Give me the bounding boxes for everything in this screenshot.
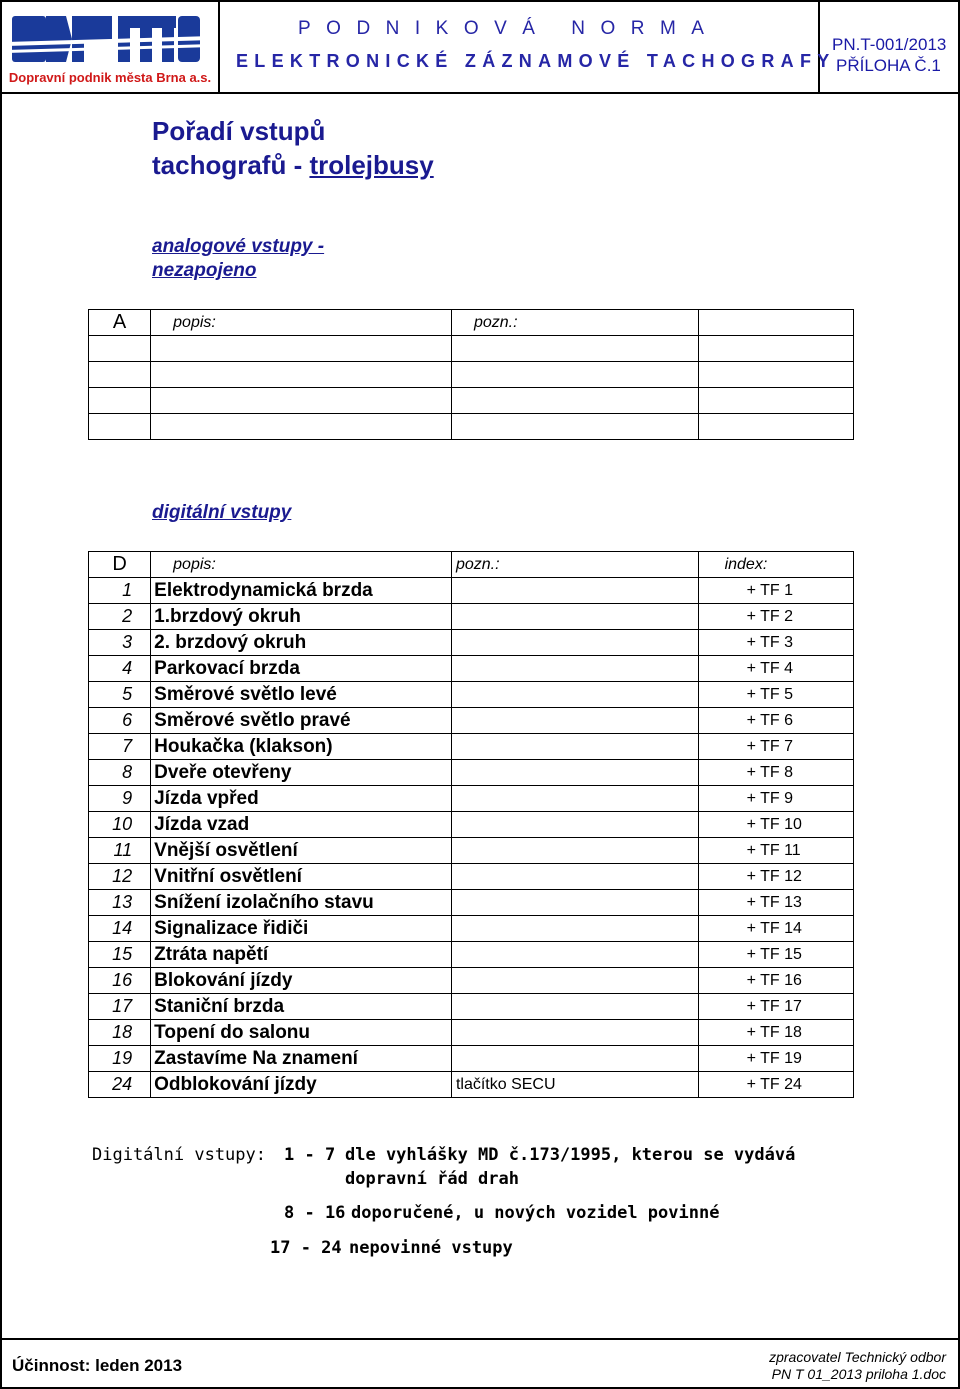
row-description: Ztráta napětí [151, 942, 452, 968]
table-row [89, 1020, 854, 1046]
analog-col-note: pozn.: [451, 310, 698, 336]
row-description: Signalizace řidiči [151, 916, 452, 942]
row-description: Blokování jízdy [151, 968, 452, 994]
logo-caption: Dopravní podnik města Brna a.s. [8, 70, 212, 85]
table-row [89, 604, 854, 630]
company-logo [2, 2, 220, 92]
row-description: Topení do salonu [151, 1020, 452, 1046]
table-row [89, 916, 854, 942]
footer-divider [2, 1338, 958, 1340]
analog-inputs-table [88, 309, 854, 440]
row-index: + TF 6 [698, 708, 853, 734]
row-index: + TF 18 [698, 1020, 853, 1046]
row-description: Snížení izolačního stavu [151, 890, 452, 916]
row-index: + TF 10 [698, 812, 853, 838]
row-number: 4 [89, 656, 151, 682]
analog-heading-line2: nezapojeno [152, 260, 257, 281]
row-number: 12 [89, 864, 151, 890]
row-note [451, 838, 698, 864]
table-row [89, 942, 854, 968]
row-number: 9 [89, 786, 151, 812]
table-row [89, 1046, 854, 1072]
notes-text-1a: dle vyhlášky MD č.173/1995, kterou se vydává [345, 1145, 796, 1165]
page-title-prefix: tachografů - [152, 150, 310, 180]
row-description: 1.brzdový okruh [151, 604, 452, 630]
row-index: + TF 7 [698, 734, 853, 760]
page-title-line1: Pořadí vstupů [152, 116, 326, 146]
table-row [89, 388, 854, 414]
table-row [89, 682, 854, 708]
row-number: 16 [89, 968, 151, 994]
row-number: 1 [89, 578, 151, 604]
row-index: + TF 19 [698, 1046, 853, 1072]
footer-effective-date: Účinnost: leden 2013 [12, 1356, 183, 1375]
row-description: Dveře otevřeny [151, 760, 452, 786]
row-note [451, 1046, 698, 1072]
row-note [451, 942, 698, 968]
row-description: Jízda vpřed [151, 786, 452, 812]
row-index: + TF 9 [698, 786, 853, 812]
row-note [451, 708, 698, 734]
row-note [451, 916, 698, 942]
page-title-line2 [152, 150, 434, 181]
footer-author: zpracovatel Technický odbor [769, 1349, 946, 1365]
table-row [89, 708, 854, 734]
row-note [451, 656, 698, 682]
row-note [451, 890, 698, 916]
table-row [89, 336, 854, 362]
row-index: + TF 16 [698, 968, 853, 994]
table-row [89, 838, 854, 864]
footer-filename: PN T 01_2013 priloha 1.doc [771, 1366, 946, 1382]
row-description: Staniční brzda [151, 994, 452, 1020]
notes-range-2: 8 - 16 [284, 1203, 346, 1223]
row-description: Směrové světlo pravé [151, 708, 452, 734]
norm-subtitle: ELEKTRONICKÉ ZÁZNAMOVÉ TACHOGRAFY [236, 51, 836, 71]
table-row [89, 890, 854, 916]
analog-col-extra [698, 310, 853, 336]
row-index: + TF 14 [698, 916, 853, 942]
analog-heading-line1: analogové vstupy - [152, 236, 325, 257]
row-note [451, 760, 698, 786]
row-note [451, 864, 698, 890]
row-number: 5 [89, 682, 151, 708]
row-number: 7 [89, 734, 151, 760]
table-row [89, 414, 854, 440]
row-number: 2 [89, 604, 151, 630]
table-row [89, 362, 854, 388]
norm-title-cell [220, 2, 836, 92]
reference-code: PN.T-001/2013 [832, 35, 947, 54]
row-number: 8 [89, 760, 151, 786]
row-number: 6 [89, 708, 151, 734]
table-row [89, 734, 854, 760]
row-note [451, 968, 698, 994]
row-number: 14 [89, 916, 151, 942]
notes-range-1: 1 - 7 [284, 1145, 336, 1165]
row-index: + TF 12 [698, 864, 853, 890]
row-index: + TF 2 [698, 604, 853, 630]
row-note [451, 604, 698, 630]
row-number: 24 [89, 1072, 151, 1098]
row-index: + TF 24 [698, 1072, 853, 1098]
row-description: Parkovací brzda [151, 656, 452, 682]
row-note [451, 630, 698, 656]
row-description: Houkačka (klakson) [151, 734, 452, 760]
digital-col-desc: popis: [151, 552, 452, 578]
digital-heading: digitální vstupy [152, 502, 292, 523]
row-index: + TF 5 [698, 682, 853, 708]
table-row [89, 968, 854, 994]
notes-text-1b: dopravní řád drah [345, 1169, 519, 1189]
analog-table-header [89, 310, 854, 336]
dpmb-logo-icon [2, 2, 218, 92]
row-description: 2. brzdový okruh [151, 630, 452, 656]
row-number: 19 [89, 1046, 151, 1072]
table-row [89, 1072, 854, 1098]
row-note [451, 812, 698, 838]
reference-cell [820, 2, 958, 92]
row-number: 10 [89, 812, 151, 838]
row-description: Elektrodynamická brzda [151, 578, 452, 604]
row-index: + TF 3 [698, 630, 853, 656]
table-row [89, 656, 854, 682]
row-index: + TF 13 [698, 890, 853, 916]
digital-inputs-table [88, 551, 854, 1098]
row-index: + TF 4 [698, 656, 853, 682]
table-row [89, 812, 854, 838]
notes-text-3: nepovinné vstupy [349, 1238, 513, 1258]
row-note [451, 734, 698, 760]
row-description: Vnitřní osvětlení [151, 864, 452, 890]
table-row [89, 786, 854, 812]
analog-col-letter: A [89, 310, 151, 336]
page-title-vehicle: trolejbusy [309, 150, 434, 180]
row-note [451, 786, 698, 812]
reference-annex: PŘÍLOHA Č.1 [836, 56, 941, 75]
row-index: + TF 1 [698, 578, 853, 604]
table-row [89, 760, 854, 786]
row-description: Jízda vzad [151, 812, 452, 838]
table-row [89, 864, 854, 890]
row-description: Zastavíme Na znamení [151, 1046, 452, 1072]
row-description: Vnější osvětlení [151, 838, 452, 864]
digital-col-letter: D [89, 552, 151, 578]
table-row [89, 578, 854, 604]
row-index: + TF 15 [698, 942, 853, 968]
analog-col-desc: popis: [151, 310, 452, 336]
notes-text-2: doporučené, u nových vozidel povinné [351, 1203, 720, 1223]
notes-label: Digitální vstupy: [92, 1145, 266, 1165]
row-note [451, 682, 698, 708]
row-number: 11 [89, 838, 151, 864]
row-note [451, 994, 698, 1020]
row-index: + TF 8 [698, 760, 853, 786]
digital-col-note: pozn.: [451, 552, 698, 578]
row-number: 3 [89, 630, 151, 656]
row-description: Směrové světlo levé [151, 682, 452, 708]
row-note: tlačítko SECU [451, 1072, 698, 1098]
row-note [451, 578, 698, 604]
table-row [89, 630, 854, 656]
row-index: + TF 11 [698, 838, 853, 864]
row-note [451, 1020, 698, 1046]
row-index: + TF 17 [698, 994, 853, 1020]
notes-range-3: 17 - 24 [270, 1238, 342, 1258]
digital-col-index: index: [698, 552, 853, 578]
row-description: Odblokování jízdy [151, 1072, 452, 1098]
document-header [2, 2, 958, 94]
digital-table-header [89, 552, 854, 578]
row-number: 15 [89, 942, 151, 968]
row-number: 13 [89, 890, 151, 916]
row-number: 17 [89, 994, 151, 1020]
norm-title: PODNIKOVÁ NORMA [298, 18, 720, 39]
table-row [89, 994, 854, 1020]
row-number: 18 [89, 1020, 151, 1046]
